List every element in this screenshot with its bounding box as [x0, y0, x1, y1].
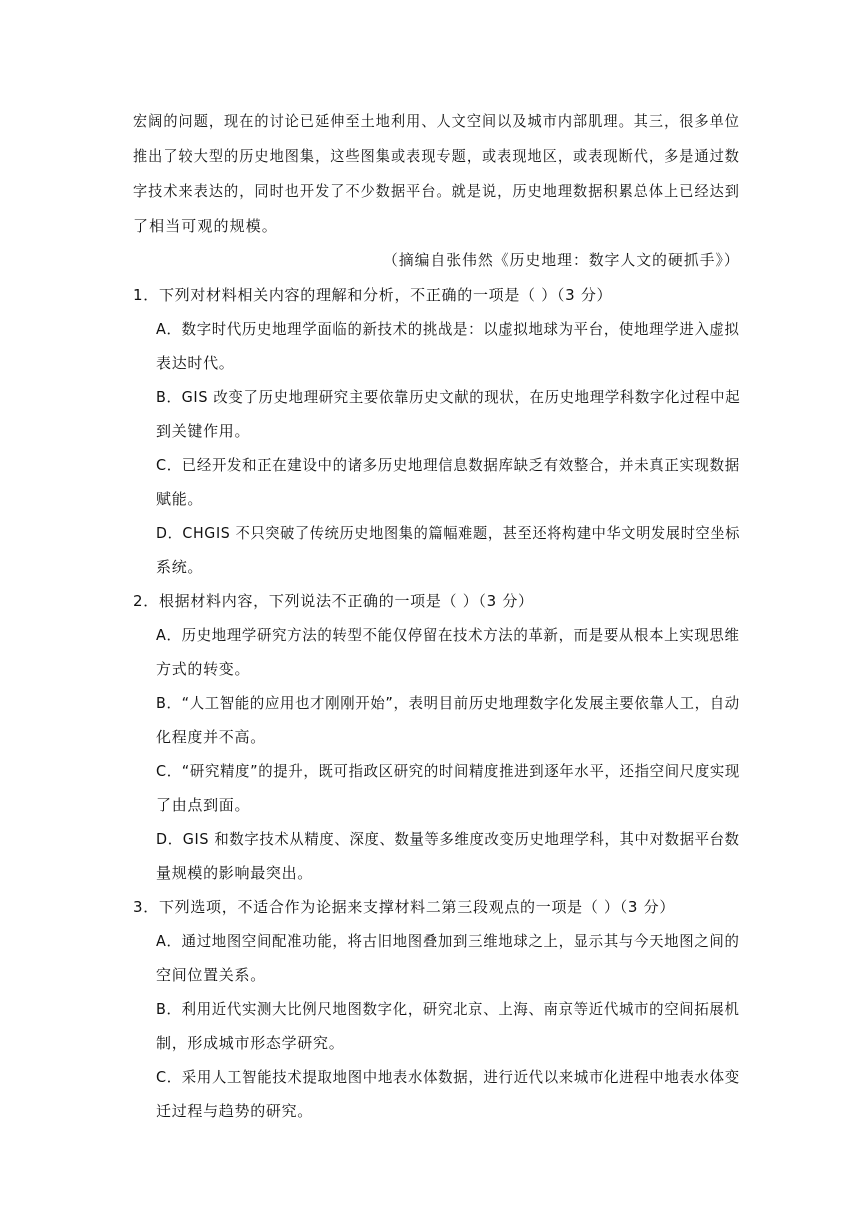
- question-2-option-d: D．GIS 和数字技术从精度、深度、数量等多维度改变历史地理学科，其中对数据平台数: [156, 830, 740, 848]
- question-2-option-c: C．“研究精度”的提升，既可指政区研究的时间精度推进到逐年水平，还指空间尺度实现: [156, 762, 741, 780]
- question-1-option-d: D．CHGIS 不只突破了传统历史地图集的篇幅难题，甚至还将构建中华文明发展时空坐标: [156, 524, 741, 542]
- question-3-stem: 3．下列选项，不适合作为论据来支撑材料二第三段观点的一项是（ ）（3 分）: [133, 898, 676, 916]
- passage-line: 了相当可观的规模。: [133, 217, 278, 235]
- question-2-option-c-cont: 了由点到面。: [156, 796, 251, 814]
- question-3-option-a: A．通过地图空间配准功能，将古旧地图叠加到三维地球之上，显示其与今天地图之间的: [156, 932, 740, 950]
- question-3-option-b: B．利用近代实测大比例尺地图数字化，研究北京、上海、南京等近代城市的空间拓展机: [156, 1000, 740, 1018]
- passage-source: （摘编自张伟然《历史地理：数字人文的硬抓手》）: [383, 251, 740, 269]
- question-3-option-b-cont: 制，形成城市形态学研究。: [156, 1034, 345, 1052]
- question-2-option-d-cont: 量规模的影响最突出。: [156, 864, 314, 882]
- question-1-option-c: C．已经开发和正在建设中的诸多历史地理信息数据库缺乏有效整合，并未真正实现数据: [156, 456, 740, 474]
- question-2-option-a-cont: 方式的转变。: [156, 660, 251, 678]
- question-1-option-a: A．数字时代历史地理学面临的新技术的挑战是：以虚拟地球为平台，使地理学进入虚拟: [156, 320, 740, 338]
- question-1-option-a-cont: 表达时代。: [156, 354, 235, 372]
- question-1-option-b-cont: 到关键作用。: [156, 422, 251, 440]
- question-3-option-a-cont: 空间位置关系。: [156, 966, 266, 984]
- question-1-stem: 1．下列对材料相关内容的理解和分析，不正确的一项是（ ）（3 分）: [133, 286, 613, 304]
- passage-line: 宏阔的问题，现在的讨论已延伸至土地利用、人文空间以及城市内部肌理。其三，很多单位: [133, 112, 740, 130]
- question-2-option-a: A．历史地理学研究方法的转型不能仅停留在技术方法的革新，而是要从根本上实现思维: [156, 626, 740, 644]
- passage-line: 推出了较大型的历史地图集，这些图集或表现专题，或表现地区，或表现断代，多是通过数: [133, 147, 740, 165]
- question-3-option-c: C．采用人工智能技术提取地图中地表水体数据，进行近代以来城市化进程中地表水体变: [156, 1068, 740, 1086]
- question-1-option-b: B．GIS 改变了历史地理研究主要依靠历史文献的现状，在历史地理学科数字化过程中起: [156, 388, 741, 406]
- passage-line: 字技术来表达的，同时也开发了不少数据平台。就是说，历史地理数据积累总体上已经达到: [133, 182, 740, 200]
- question-2-option-b: B．“人工智能的应用也才刚刚开始”，表明目前历史地理数字化发展主要依靠人工，自动: [156, 694, 740, 712]
- question-3-option-c-cont: 迁过程与趋势的研究。: [156, 1102, 314, 1120]
- question-1-option-d-cont: 系统。: [156, 558, 204, 576]
- question-2-option-b-cont: 化程度并不高。: [156, 728, 266, 746]
- question-2-stem: 2．根据材料内容，下列说法不正确的一项是（ ）（3 分）: [133, 592, 534, 610]
- question-1-option-c-cont: 赋能。: [156, 490, 204, 508]
